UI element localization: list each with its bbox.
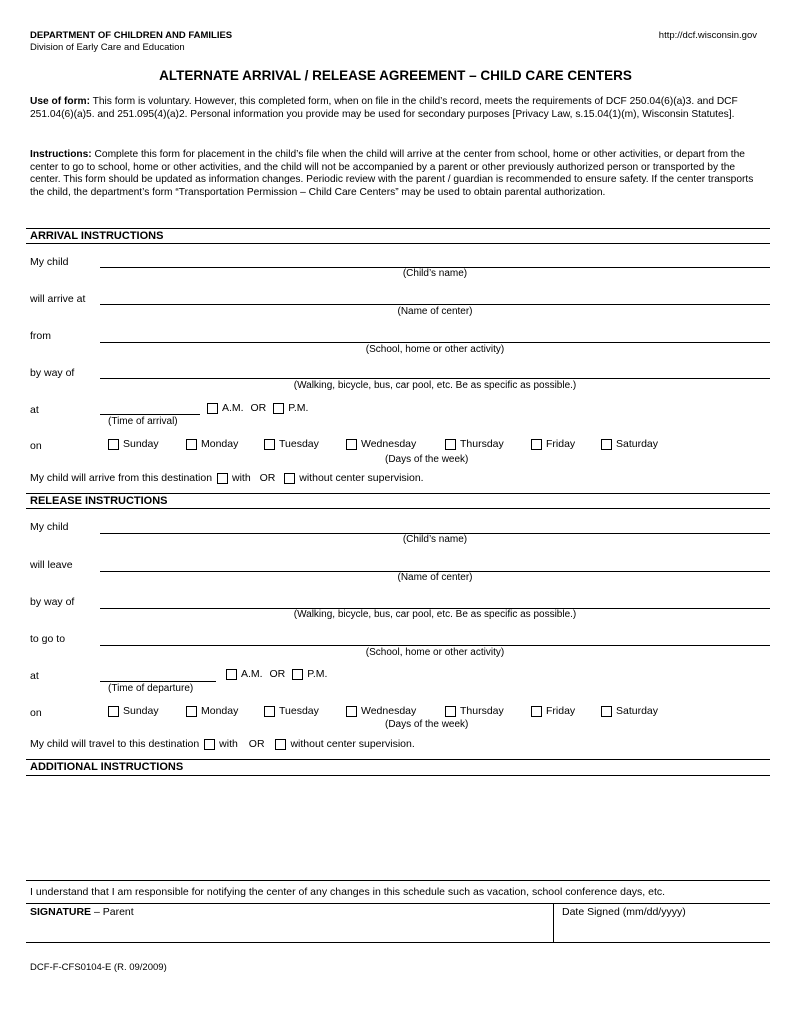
- release-by-way-label: by way of: [30, 596, 75, 608]
- arrival-top-rule: [26, 228, 770, 229]
- arrival-pm-checkbox[interactable]: [273, 403, 284, 414]
- release-child-name-caption: (Child’s name): [402, 534, 468, 545]
- signature-bottom-rule: [26, 942, 770, 943]
- release-pm-checkbox[interactable]: [292, 669, 303, 680]
- release-day-wednesday: [346, 705, 416, 717]
- arrival-at-label: at: [30, 404, 39, 416]
- arrival-day-tuesday: [264, 438, 319, 450]
- arrival-time-field[interactable]: [100, 414, 200, 415]
- arrival-thursday-checkbox[interactable]: [445, 439, 456, 450]
- arrival-monday-checkbox[interactable]: [186, 439, 197, 450]
- arrival-am-pm-group: [207, 402, 308, 414]
- arrival-with-label: with: [231, 472, 251, 484]
- release-at-label: at: [30, 670, 39, 682]
- signature-field[interactable]: [26, 904, 553, 941]
- release-by-way-caption: (Walking, bicycle, bus, car pool, etc. Be as specific as possible.): [293, 609, 577, 620]
- arrival-tuesday-checkbox[interactable]: [264, 439, 275, 450]
- release-section-title: RELEASE INSTRUCTIONS: [30, 495, 168, 507]
- release-with-label: with: [219, 738, 238, 750]
- release-day-friday: [531, 705, 575, 717]
- arrival-without-label: without center supervision.: [299, 472, 424, 484]
- department-name: DEPARTMENT OF CHILDREN AND FAMILIES: [30, 30, 233, 41]
- instructions-label: Instructions:: [30, 149, 92, 160]
- arrival-sunday-checkbox[interactable]: [108, 439, 119, 450]
- arrival-child-name-caption: (Child’s name): [402, 268, 468, 279]
- understand-top-rule: [26, 880, 770, 881]
- arrival-am-label: A.M.: [222, 402, 244, 414]
- division-name: Division of Early Care and Education: [30, 42, 185, 53]
- arrival-from-label: from: [30, 330, 51, 342]
- release-to-go-caption: (School, home or other activity): [365, 647, 505, 658]
- signature-label: SIGNATURE: [30, 906, 92, 918]
- release-friday-checkbox[interactable]: [531, 706, 542, 717]
- arrival-from-field[interactable]: [100, 342, 770, 343]
- arrival-or-label: OR: [259, 472, 276, 484]
- day-label: Sunday: [123, 438, 159, 450]
- release-with-checkbox[interactable]: [204, 739, 215, 750]
- arrival-center-caption: (Name of center): [397, 306, 473, 317]
- arrival-on-label: on: [30, 440, 42, 452]
- release-my-child-label: My child: [30, 521, 69, 533]
- release-days-caption: (Days of the week): [385, 719, 469, 730]
- arrival-will-arrive-label: will arrive at: [30, 293, 86, 305]
- day-label: Monday: [201, 705, 239, 717]
- release-center-caption: (Name of center): [397, 572, 473, 583]
- day-label: Saturday: [616, 438, 659, 450]
- release-tuesday-checkbox[interactable]: [264, 706, 275, 717]
- release-without-checkbox[interactable]: [275, 739, 286, 750]
- day-label: Thursday: [460, 438, 504, 450]
- release-day-monday: [186, 705, 238, 717]
- instructions-paragraph: [30, 149, 760, 199]
- release-will-leave-label: will leave: [30, 559, 73, 571]
- use-of-form-label: Use of form:: [30, 96, 90, 107]
- release-am-checkbox[interactable]: [226, 669, 237, 680]
- day-label: Friday: [546, 705, 576, 717]
- arrival-title-underline: [26, 243, 770, 244]
- arrival-by-way-caption: (Walking, bicycle, bus, car pool, etc. Be as specific as possible.): [293, 380, 577, 391]
- arrival-day-sunday: [108, 438, 159, 450]
- release-title-underline: [26, 508, 770, 509]
- day-label: Saturday: [616, 705, 659, 717]
- release-top-rule: [26, 493, 770, 494]
- arrival-supervision-text: My child will arrive from this destination: [30, 472, 213, 484]
- release-am-pm-or: OR: [269, 668, 286, 680]
- release-sunday-checkbox[interactable]: [108, 706, 119, 717]
- release-to-go-label: to go to: [30, 633, 66, 645]
- arrival-days-caption: (Days of the week): [385, 454, 469, 465]
- arrival-saturday-checkbox[interactable]: [601, 439, 612, 450]
- release-or-label: OR: [248, 738, 265, 750]
- agency-url: http://dcf.wisconsin.gov: [658, 30, 757, 41]
- use-of-form-paragraph: [30, 96, 760, 121]
- arrival-am-pm-or: OR: [250, 402, 267, 414]
- arrival-day-saturday: [601, 438, 658, 450]
- release-time-caption: (Time of departure): [108, 683, 194, 694]
- arrival-day-friday: [531, 438, 575, 450]
- arrival-wednesday-checkbox[interactable]: [346, 439, 357, 450]
- arrival-from-caption: (School, home or other activity): [365, 344, 505, 355]
- release-monday-checkbox[interactable]: [186, 706, 197, 717]
- arrival-by-way-field[interactable]: [100, 378, 770, 379]
- day-label: Monday: [201, 438, 239, 450]
- release-day-tuesday: [264, 705, 319, 717]
- additional-instructions-field[interactable]: [26, 776, 770, 876]
- arrival-friday-checkbox[interactable]: [531, 439, 542, 450]
- arrival-my-child-label: My child: [30, 256, 69, 268]
- arrival-pm-label: P.M.: [288, 402, 309, 414]
- day-label: Sunday: [123, 705, 159, 717]
- day-label: Wednesday: [361, 705, 417, 717]
- arrival-day-thursday: [445, 438, 504, 450]
- day-label: Wednesday: [361, 438, 417, 450]
- release-on-label: on: [30, 707, 42, 719]
- day-label: Thursday: [460, 705, 504, 717]
- release-day-thursday: [445, 705, 504, 717]
- instructions-text: Complete this form for placement in the child’s file when the child will arrive at the center from school, home or other activities, or depart from the center to go to school, home or other activities, and the child will not be accompanied by a parent or other previously authorized person or transported by the center. This form should be updated as information changes. Periodic review with the parent / guardian is recommended to ensure safety. If the center transports the child, the department’s form “Transportation Permission – Child Care Centers” may be used to obtain parental authorization.: [30, 149, 754, 198]
- release-supervision-text: My child will travel to this destination: [30, 738, 200, 750]
- release-supervision-line: [30, 738, 415, 750]
- arrival-day-monday: [186, 438, 238, 450]
- arrival-without-checkbox[interactable]: [284, 473, 295, 484]
- release-am-pm-group: [226, 668, 327, 680]
- day-label: Tuesday: [279, 438, 319, 450]
- release-day-saturday: [601, 705, 658, 717]
- arrival-center-field[interactable]: [100, 304, 770, 305]
- day-label: Tuesday: [279, 705, 319, 717]
- understand-statement: I understand that I am responsible for notifying the center of any changes in this schedule such as vacation, school conference days, etc.: [30, 886, 666, 898]
- arrival-with-checkbox[interactable]: [217, 473, 228, 484]
- arrival-supervision-line: [30, 472, 424, 484]
- release-time-field[interactable]: [100, 681, 216, 682]
- release-to-go-field[interactable]: [100, 645, 770, 646]
- use-of-form-text: This form is voluntary. However, this completed form, when on file in the child’s record, meets the requirements of DCF 250.04(6)(a)3. and DCF 251.04(6)(a)5. and 251.095(4)(a)2. Personal information you provide may be used for secondary purposes [Privacy Law, s.15.04(1)(m), Wisconsin Statutes].: [30, 96, 738, 120]
- additional-section-title: ADDITIONAL INSTRUCTIONS: [30, 761, 184, 773]
- date-signed-label: Date Signed (mm/dd/yyyy): [562, 906, 686, 918]
- arrival-am-checkbox[interactable]: [207, 403, 218, 414]
- release-thursday-checkbox[interactable]: [445, 706, 456, 717]
- arrival-by-way-label: by way of: [30, 367, 75, 379]
- arrival-time-caption: (Time of arrival): [108, 416, 178, 427]
- release-am-label: A.M.: [241, 668, 263, 680]
- agency-header: [30, 30, 232, 54]
- release-pm-label: P.M.: [307, 668, 328, 680]
- release-without-label: without center supervision.: [290, 738, 415, 750]
- additional-top-rule: [26, 759, 770, 760]
- release-day-sunday: [108, 705, 159, 717]
- form-title: ALTERNATE ARRIVAL / RELEASE AGREEMENT – CHILD CARE CENTERS: [159, 68, 632, 83]
- release-saturday-checkbox[interactable]: [601, 706, 612, 717]
- form-id: DCF-F-CFS0104-E (R. 09/2009): [30, 962, 167, 973]
- arrival-day-wednesday: [346, 438, 416, 450]
- signature-suffix: – Parent: [91, 906, 134, 918]
- day-label: Friday: [546, 438, 576, 450]
- date-signed-field[interactable]: [554, 904, 770, 941]
- arrival-section-title: ARRIVAL INSTRUCTIONS: [30, 230, 164, 242]
- release-wednesday-checkbox[interactable]: [346, 706, 357, 717]
